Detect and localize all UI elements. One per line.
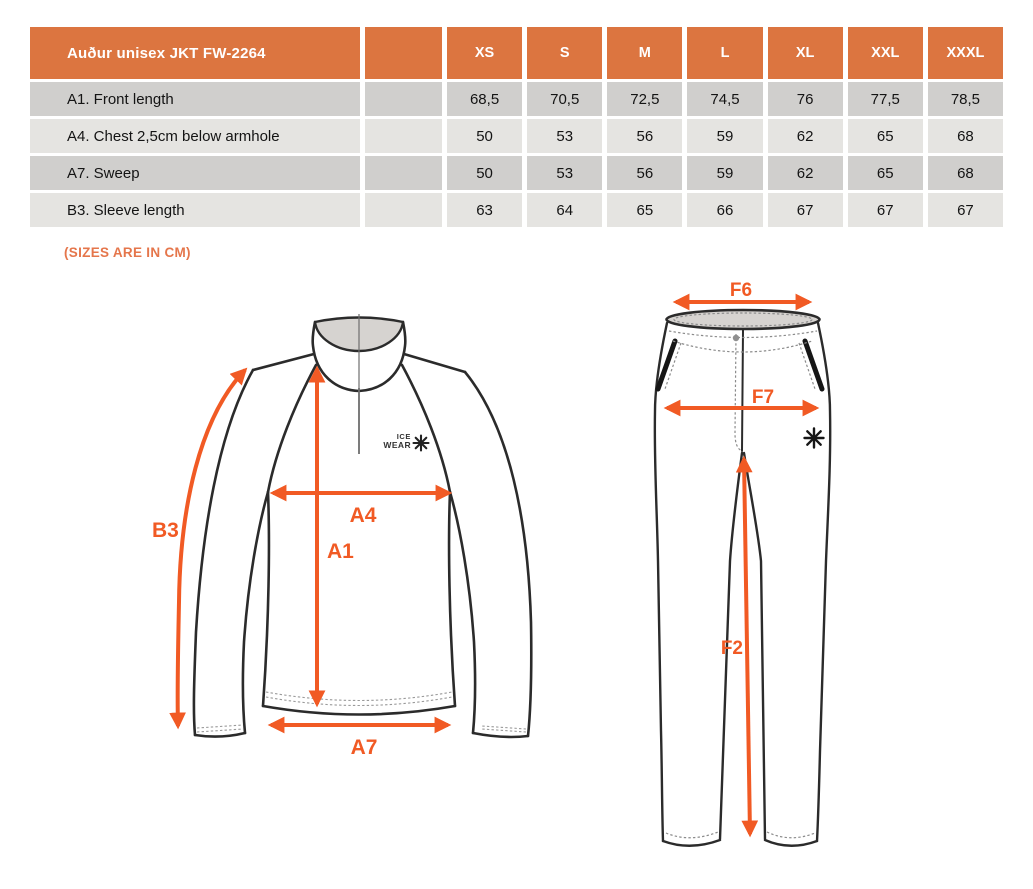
- jacket-outline: [194, 318, 531, 738]
- logo-text-wear: WEAR: [383, 440, 411, 450]
- header-spacer-cell: [365, 27, 442, 79]
- pants-stitching: [665, 313, 817, 838]
- b3-arrow: [178, 370, 245, 726]
- row-spacer-cell: [365, 156, 442, 190]
- right-pocket-trim: [805, 341, 822, 389]
- row-spacer-cell: [365, 82, 442, 116]
- table-value: 68: [928, 119, 1003, 153]
- row-label-front-length: A1. Front length: [30, 82, 360, 116]
- table-value: 76: [768, 82, 843, 116]
- table-value: 62: [768, 119, 843, 153]
- jacket-measure-arrows: [178, 369, 449, 726]
- a1-label: A1: [327, 540, 354, 563]
- pants-diagram: [640, 281, 840, 873]
- table-value: 68: [928, 156, 1003, 190]
- table-value: 65: [848, 156, 923, 190]
- size-header-xs: XS: [447, 27, 522, 79]
- table-value: 65: [848, 119, 923, 153]
- table-value: 78,5: [928, 82, 1003, 116]
- size-header-xxl: XXL: [848, 27, 923, 79]
- table-value: 67: [848, 193, 923, 227]
- snowflake-icon: [414, 436, 429, 451]
- size-header-s: S: [527, 27, 602, 79]
- snowflake-icon: [805, 429, 824, 448]
- f7-label: F7: [751, 387, 775, 408]
- table-value: 50: [447, 156, 522, 190]
- table-title: Auður unisex JKT FW-2264: [30, 27, 360, 79]
- table-value: 53: [527, 156, 602, 190]
- logo-text-ice: ICE: [396, 432, 411, 441]
- table-value: 68,5: [447, 82, 522, 116]
- table-value: 70,5: [527, 82, 602, 116]
- row-spacer-cell: [365, 193, 442, 227]
- f2-label: F2: [720, 638, 743, 659]
- size-header-xl: XL: [768, 27, 843, 79]
- size-table: [30, 27, 1003, 227]
- table-value: 56: [607, 156, 682, 190]
- b3-label: B3: [152, 519, 179, 542]
- table-value: 53: [527, 119, 602, 153]
- table-value: 59: [687, 119, 762, 153]
- a4-label: A4: [349, 504, 377, 527]
- table-value: 59: [687, 156, 762, 190]
- pants-outline: [655, 310, 830, 846]
- left-pocket-trim: [658, 341, 675, 389]
- table-value: 66: [687, 193, 762, 227]
- size-header-m: M: [607, 27, 682, 79]
- pocket-trims: [658, 341, 822, 389]
- table-value: 56: [607, 119, 682, 153]
- size-header-xxxl: XXXL: [928, 27, 1003, 79]
- table-value: 64: [527, 193, 602, 227]
- table-value: 65: [607, 193, 682, 227]
- table-value: 62: [768, 156, 843, 190]
- row-label-sleeve-length: B3. Sleeve length: [30, 193, 360, 227]
- table-value: 72,5: [607, 82, 682, 116]
- pants-measure-arrows: [667, 302, 816, 834]
- table-value: 50: [447, 119, 522, 153]
- table-value: 63: [447, 193, 522, 227]
- row-label-sweep: A7. Sweep: [30, 156, 360, 190]
- waist-button: [733, 335, 739, 341]
- sizes-in-cm-note: (SIZES ARE IN CM): [64, 245, 191, 260]
- table-value: 67: [768, 193, 843, 227]
- jacket-diagram: [130, 292, 580, 772]
- size-header-l: L: [687, 27, 762, 79]
- a7-label: A7: [350, 736, 378, 759]
- icewear-logo: [383, 432, 428, 451]
- table-value: 77,5: [848, 82, 923, 116]
- f2-arrow: [744, 459, 750, 834]
- table-value: 67: [928, 193, 1003, 227]
- row-label-chest: A4. Chest 2,5cm below armhole: [30, 119, 360, 153]
- table-value: 74,5: [687, 82, 762, 116]
- row-spacer-cell: [365, 119, 442, 153]
- f6-label: F6: [729, 281, 753, 301]
